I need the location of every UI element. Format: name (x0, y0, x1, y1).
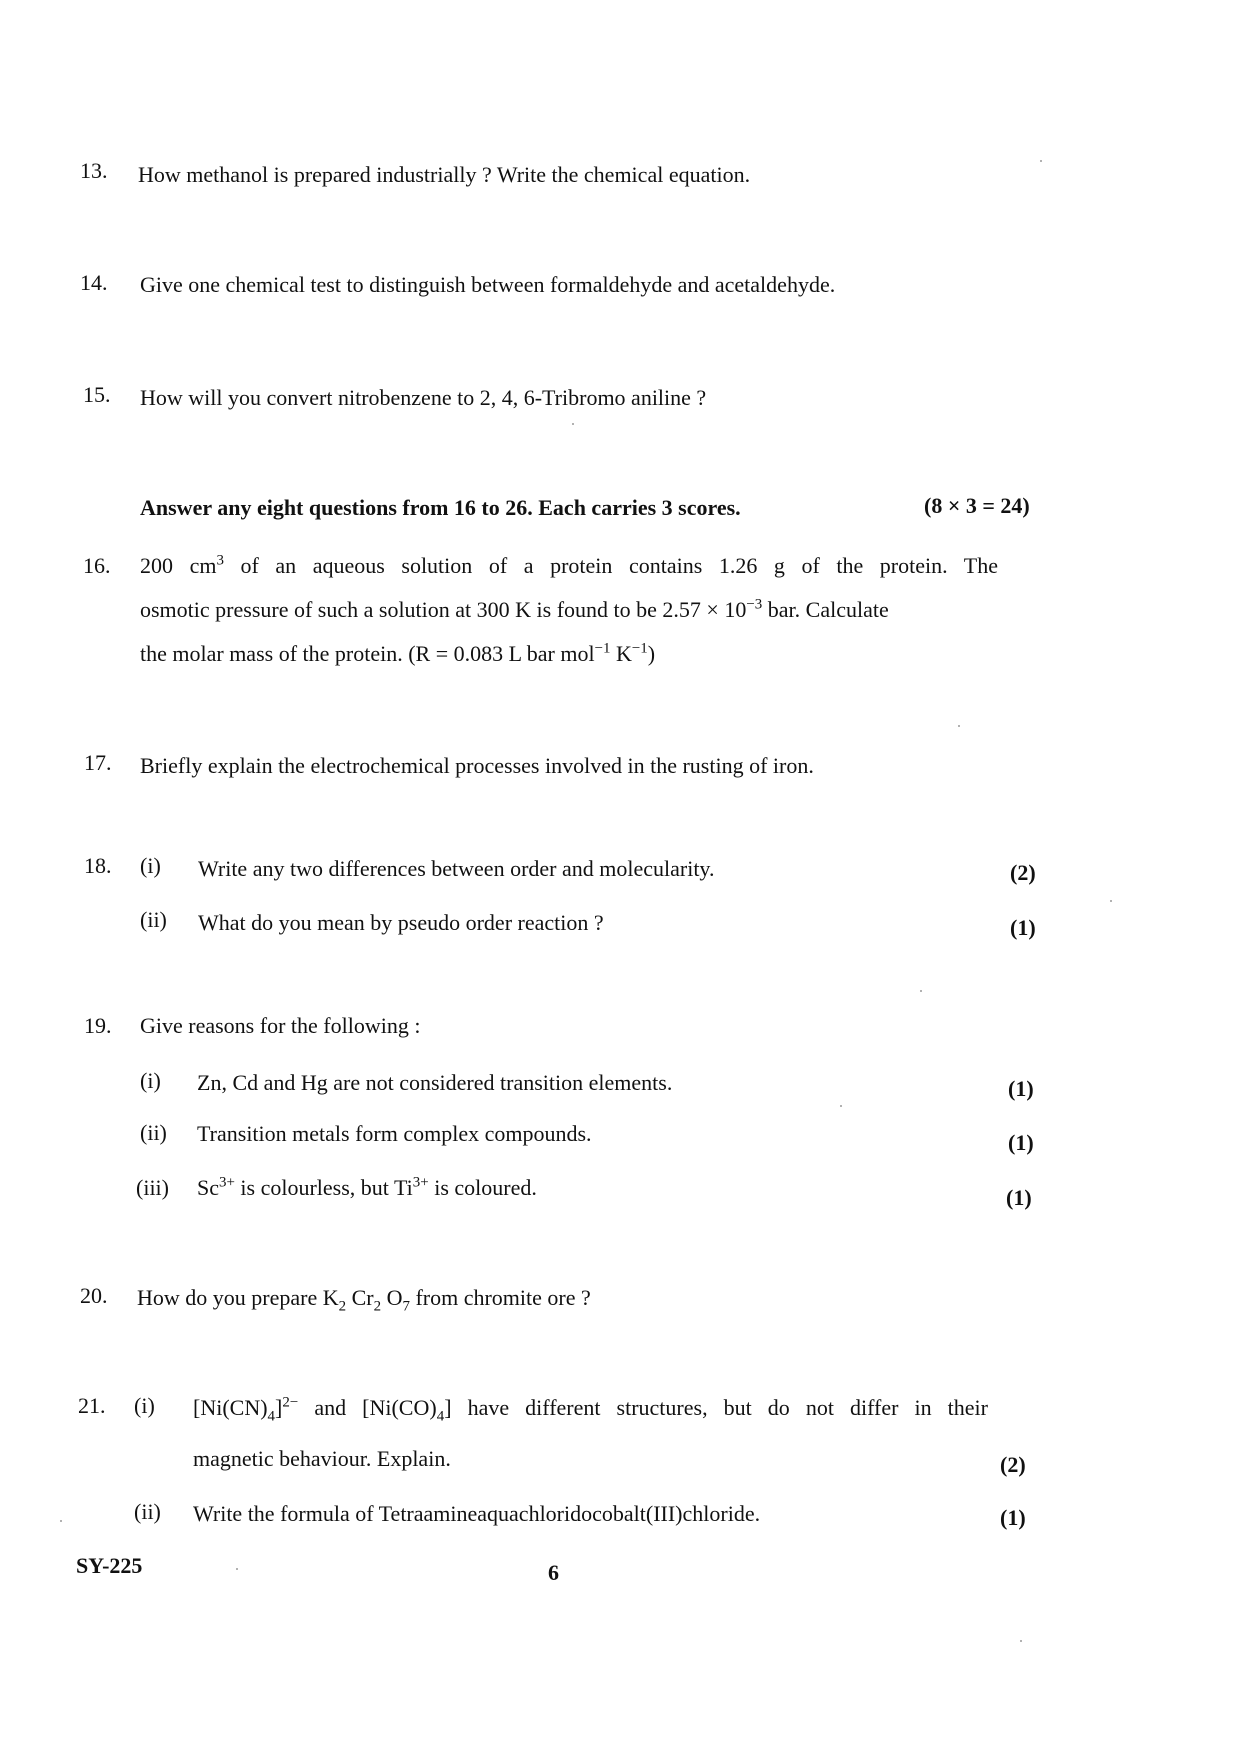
q21-i-sub-2: 4 (436, 1408, 445, 1425)
q16-line-2-b: bar. Calculate (762, 597, 889, 622)
scan-speck (920, 990, 922, 992)
q16-line-2-a: osmotic pressure of such a solution at 300 K is found to be 2.57 × 10 (140, 597, 747, 622)
q19-iii-marks: (1) (1006, 1185, 1032, 1210)
q15-number: 15. (83, 382, 111, 407)
q19-ii-text: Transition metals form complex compounds. (197, 1121, 592, 1146)
scan-speck (1020, 1640, 1022, 1642)
section-scores: (8 × 3 = 24) (924, 493, 1030, 518)
q18-i-marks: (2) (1010, 860, 1036, 885)
q20-sub-3: 7 (402, 1298, 410, 1315)
q13-number: 13. (80, 158, 108, 183)
q16-line-3-c: ) (647, 641, 656, 666)
q18-ii-label: (ii) (140, 907, 167, 932)
q21-i-sup-1: 2− (282, 1394, 299, 1411)
q21-i-b: ] (275, 1395, 283, 1420)
q19-ii-marks: (1) (1008, 1130, 1034, 1155)
footer-code: SY-225 (76, 1553, 143, 1578)
q16-line-2-sup: −3 (746, 596, 763, 613)
q19-text: Give reasons for the following : (140, 1013, 421, 1038)
q20-c: O (381, 1285, 403, 1310)
q14-number: 14. (80, 270, 108, 295)
q19-iii-sup-1: 3+ (219, 1174, 235, 1191)
q21-i-d: ] have different structures, but do not differ in their (444, 1395, 988, 1420)
scan-speck (572, 423, 574, 425)
q21-number: 21. (78, 1393, 106, 1418)
q19-iii-c: is coloured. (428, 1175, 537, 1200)
q21-i-marks: (2) (1000, 1452, 1026, 1477)
q19-iii-b: is colourless, but Ti (234, 1175, 413, 1200)
scan-speck (60, 1520, 62, 1522)
q20-a: How do you prepare K (137, 1285, 339, 1310)
q21-i-line-2: magnetic behaviour. Explain. (193, 1446, 451, 1471)
scan-speck (1040, 160, 1042, 162)
q16-line-3-b: K (610, 641, 632, 666)
q21-ii-label: (ii) (134, 1499, 161, 1524)
q17-number: 17. (84, 750, 112, 775)
q16-line-3 (140, 641, 655, 667)
q16-line-1 (140, 553, 998, 579)
scan-speck (1110, 900, 1112, 902)
q16-line-1-sup: 3 (216, 552, 224, 569)
q19-i-label: (i) (140, 1068, 161, 1093)
q15-text: How will you convert nitrobenzene to 2, 4, 6-Tribromo aniline ? (140, 385, 707, 410)
q18-ii-text: What do you mean by pseudo order reaction ? (198, 910, 604, 935)
q13-text: How methanol is prepared industrially ? Write the chemical equation. (138, 162, 751, 187)
q17-text: Briefly explain the electrochemical processes involved in the rusting of iron. (140, 753, 814, 778)
q20-d: from chromite ore ? (409, 1285, 591, 1310)
q20-text (137, 1285, 591, 1315)
q16-number: 16. (83, 553, 111, 578)
q19-iii-text (197, 1175, 537, 1201)
scan-speck (840, 1105, 842, 1107)
q20-sub-1: 2 (338, 1298, 347, 1315)
q21-i-sub-1: 4 (267, 1408, 276, 1425)
q16-line-3-sup-1: −1 (594, 640, 611, 657)
q16-line-3-a: the molar mass of the protein. (R = 0.083 L bar mol (140, 641, 595, 666)
scan-speck (958, 725, 960, 727)
q18-ii-marks: (1) (1010, 915, 1036, 940)
q21-i-a: [Ni(CN) (193, 1395, 268, 1420)
q14-text: Give one chemical test to distinguish between formaldehyde and acetaldehyde. (140, 272, 836, 297)
q19-number: 19. (84, 1013, 112, 1038)
q19-i-text: Zn, Cd and Hg are not considered transition elements. (197, 1070, 673, 1095)
page-number: 6 (548, 1560, 559, 1585)
q18-i-label: (i) (140, 853, 161, 878)
q16-line-1-a: 200 cm (140, 553, 217, 578)
q18-number: 18. (84, 853, 112, 878)
q19-i-marks: (1) (1008, 1076, 1034, 1101)
q19-iii-a: Sc (197, 1175, 219, 1200)
q19-iii-sup-2: 3+ (412, 1174, 429, 1191)
q18-i-text: Write any two differences between order and molecularity. (198, 856, 715, 881)
q21-i-c: and [Ni(CO) (298, 1395, 437, 1420)
section-instruction: Answer any eight questions from 16 to 26. Each carries 3 scores. (140, 495, 741, 520)
q20-b: Cr (346, 1285, 374, 1310)
q16-line-1-b: of an aqueous solution of a protein contains 1.26 g of the protein. The (223, 553, 998, 578)
q21-ii-marks: (1) (1000, 1505, 1026, 1530)
q21-ii-text: Write the formula of Tetraamineaquachloridocobalt(III)chloride. (193, 1501, 761, 1526)
q20-number: 20. (80, 1283, 108, 1308)
q21-i-label: (i) (134, 1393, 155, 1418)
q19-ii-label: (ii) (140, 1120, 167, 1145)
q16-line-2 (140, 597, 889, 623)
q16-line-3-sup-2: −1 (631, 640, 648, 657)
q21-i-line-1 (193, 1394, 988, 1425)
q20-sub-2: 2 (373, 1298, 382, 1315)
q19-iii-label: (iii) (136, 1175, 169, 1200)
scan-speck (236, 1568, 238, 1570)
